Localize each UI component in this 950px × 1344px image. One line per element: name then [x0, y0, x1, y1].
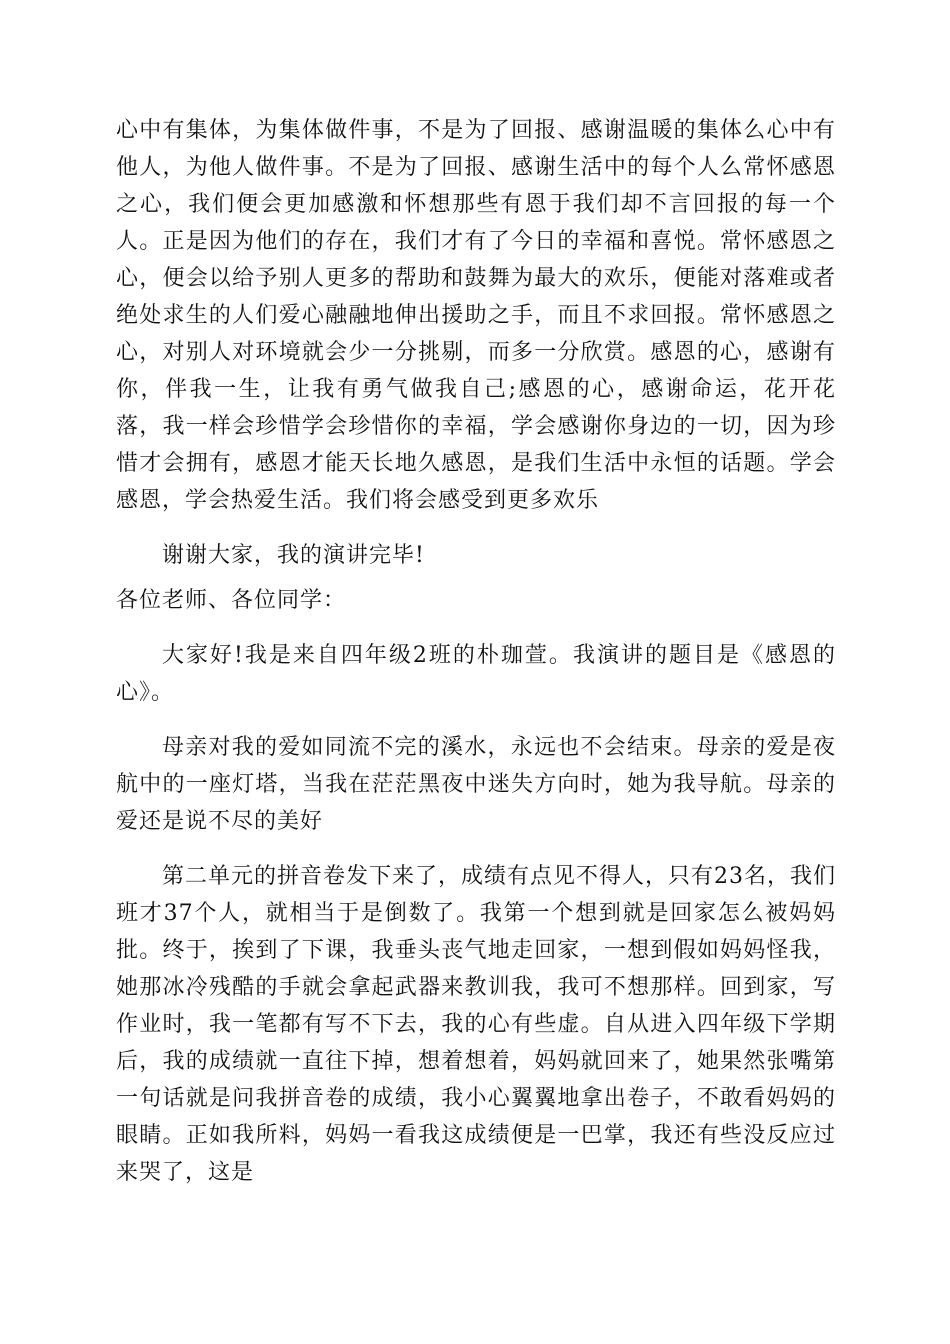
paragraph-exam-story: 第二单元的拼音卷发下来了，成绩有点见不得人，只有23名，我们班才37个人，就相当于是倒数了。我第一个想到就是回家怎么被妈妈批。终于，挨到了下课，我垂头丧气地走回家，一想到假如妈妈怪我，她那冰冷残酷的手就会拿起武器来教训我，我可不想那样。回到家，写作业时，我一笔都有写不下去，我的心有些虚。自从进入四年级下学期后，我的成绩就一直往下掉，想着想着，妈妈就回来了，她果然张嘴第一句话就是问我拼音卷的成绩，我小心翼翼地拿出卷子，不敢看妈妈的眼睛。正如我所料，妈妈一看我这成绩便是一巴掌，我还有些没反应过来哭了，这是 — [116, 864, 836, 1185]
paragraph-gratitude-reflection: 心中有集体，为集体做件事，不是为了回报、感谢温暖的集体么心中有他人，为他人做件事。不是为了回报、感谢生活中的每个人么常怀感恩之心，我们便会更加感激和怀想那些有恩于我们却不言回报的每一个人。正是因为他们的存在，我们才有了今日的幸福和喜悦。常怀感恩之心，便会以给予别人更多的帮助和鼓舞为最大的欢乐，便能对落难或者绝处求生的人们爱心融融地伸出援助之手，而且不求回报。常怀感恩之心，对别人对环境就会少一分挑剔，而多一分欣赏。感恩的心，感谢有你，伴我一生，让我有勇气做我自己;感恩的心，感谢命运，花开花落，我一样会珍惜学会珍惜你的幸福，学会感谢你身边的一切，因为珍惜才会拥有，感恩才能天长地久感恩，是我们生活中永恒的话题。学会感恩，学会热爱生活。我们将会感受到更多欢乐 — [116, 118, 836, 513]
paragraph-mother-love: 母亲对我的爱如同流不完的溪水，永远也不会结束。母亲的爱是夜航中的一座灯塔，当我在茫茫黑夜中迷失方向时，她为我导航。母亲的爱还是说不尽的美好 — [116, 735, 836, 834]
paragraph-salutation: 各位老师、各位同学： — [116, 588, 347, 613]
document-body — [116, 112, 836, 1191]
paragraph-introduction: 大家好!我是来自四年级2班的朴珈萱。我演讲的题目是《感恩的心》。 — [116, 643, 836, 705]
paragraph-thanks-closing: 谢谢大家，我的演讲完毕! — [162, 543, 425, 568]
